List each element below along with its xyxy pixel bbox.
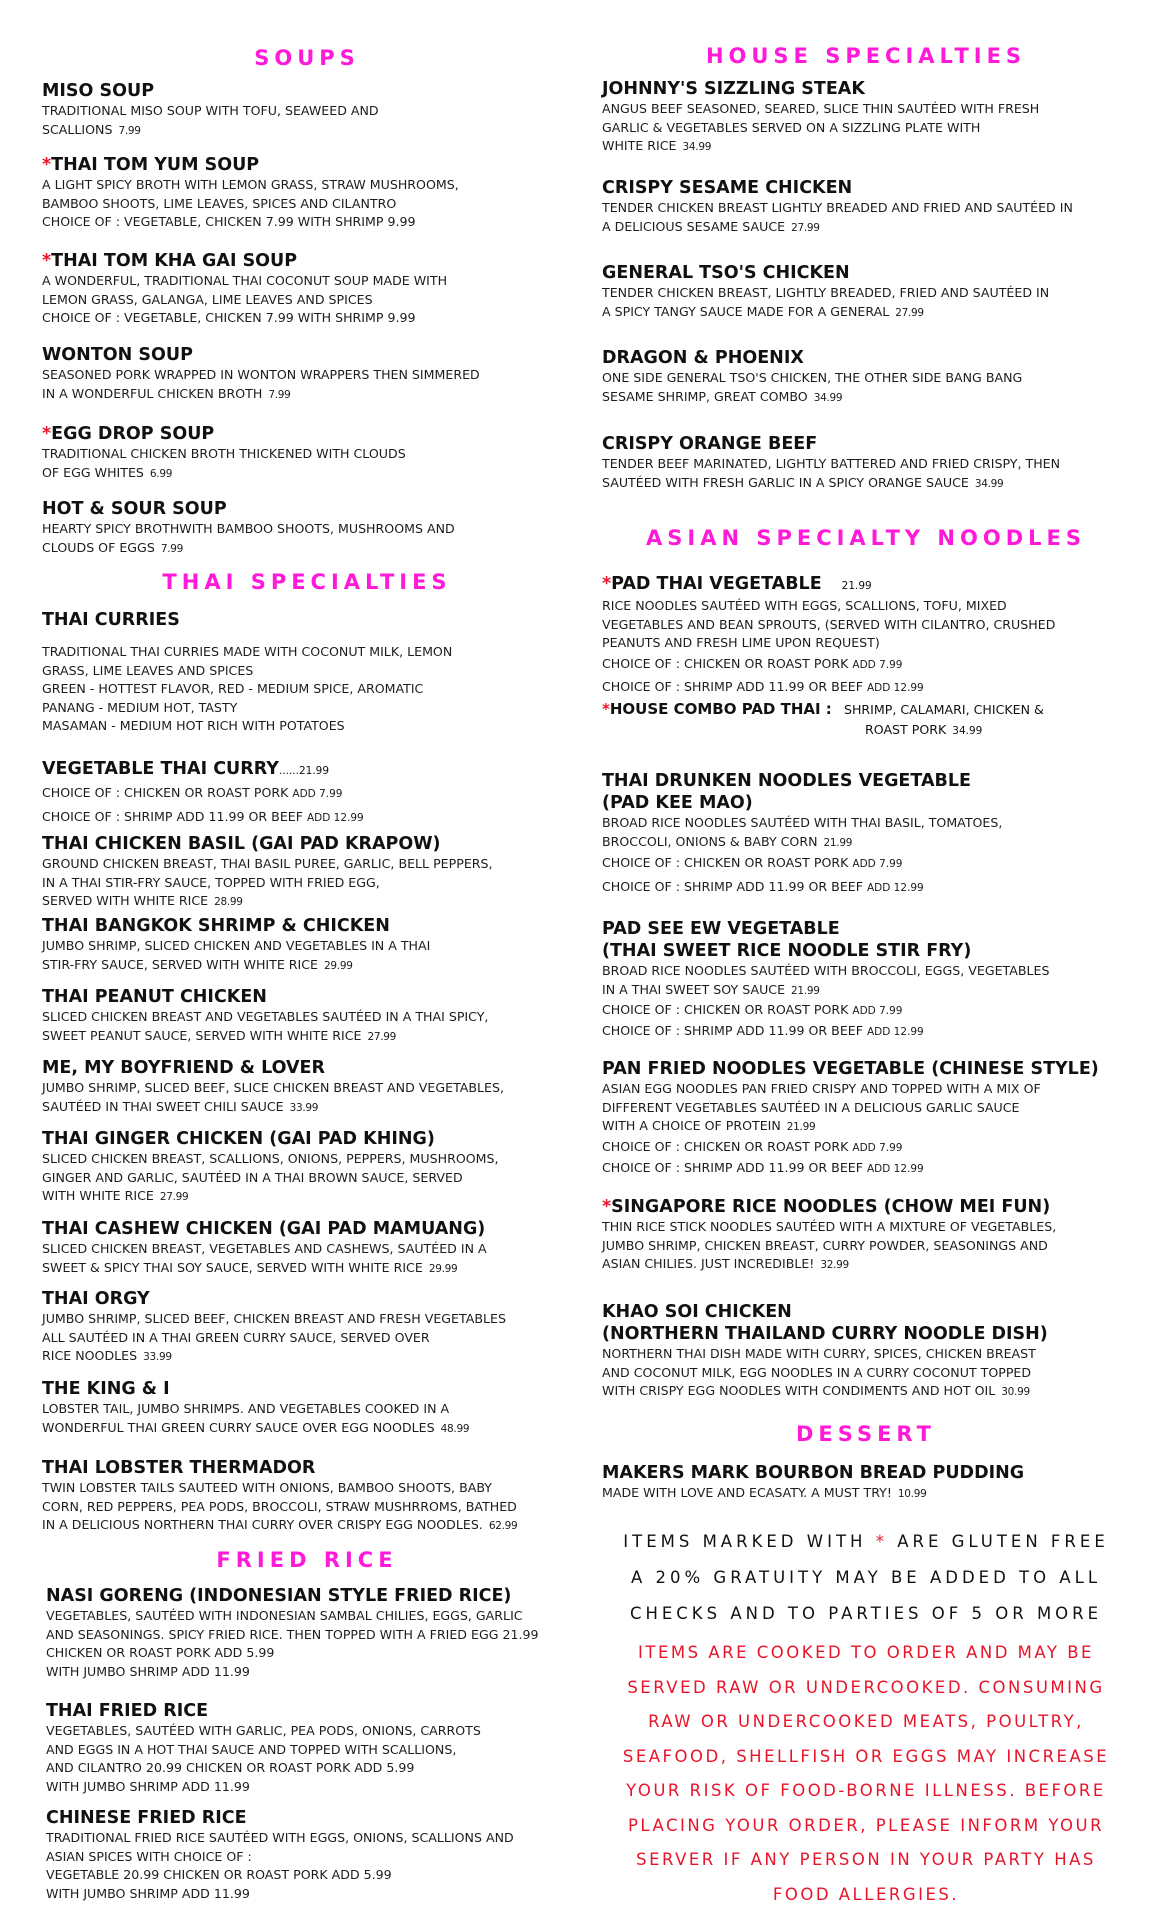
item-name: THE KING & I bbox=[42, 1379, 170, 1399]
menu-item bbox=[42, 986, 572, 1046]
item-name: *THAI TOM YUM SOUP bbox=[42, 155, 260, 175]
item-name: THAI BANGKOK SHRIMP & CHICKEN bbox=[42, 916, 390, 936]
item-name: PAN FRIED NOODLES VEGETABLE (CHINESE STYLE) bbox=[602, 1059, 1099, 1079]
item-name: MAKERS MARK BOURBON BREAD PUDDING bbox=[602, 1463, 1025, 1483]
item-desc: THIN RICE STICK NOODLES SAUTÉED WITH A MIXTURE OF VEGETABLES, JUMBO SHRIMP, CHICKEN BREAST, CURRY POWDER, SEASONINGS AND ASIAN CHILIES. JUST INCREDIBLE! 32.99 bbox=[602, 1219, 1057, 1271]
item-desc: SLICED CHICKEN BREAST, SCALLIONS, ONIONS, PEPPERS, MUSHROOMS, GINGER AND GARLIC, SAUTÉED IN A THAI BROWN SAUCE, SERVED WITH WHITE RICE 27.99 bbox=[42, 1151, 499, 1203]
menu-item bbox=[42, 423, 572, 483]
thai-heading: THAI SPECIALTIES bbox=[162, 570, 452, 594]
menu-item bbox=[42, 1457, 572, 1536]
menu-item bbox=[42, 344, 572, 404]
item-name-2: (THAI SWEET RICE NOODLE STIR FRY) bbox=[602, 941, 972, 961]
item-name: *SINGAPORE RICE NOODLES (CHOW MEI FUN) bbox=[602, 1197, 1051, 1217]
menu-item bbox=[42, 833, 572, 912]
item-name: *PAD THAI VEGETABLE 21.99 bbox=[602, 574, 872, 594]
item-desc: LOBSTER TAIL, JUMBO SHRIMPS. AND VEGETABLES COOKED IN A WONDERFUL THAI GREEN CURRY SAUCE OVER EGG NOODLES 48.99 bbox=[42, 1401, 470, 1435]
item-name: HOT & SOUR SOUP bbox=[42, 499, 227, 519]
menu-item bbox=[42, 250, 572, 329]
item-desc: SEASONED PORK WRAPPED IN WONTON WRAPPERS THEN SIMMERED IN A WONDERFUL CHICKEN BROTH 7.99 bbox=[42, 367, 480, 401]
item-name: THAI DRUNKEN NOODLES VEGETABLE bbox=[602, 771, 971, 791]
item-name: CHINESE FRIED RICE bbox=[46, 1808, 247, 1828]
item-name: KHAO SOI CHICKEN bbox=[602, 1302, 792, 1322]
item-desc: TENDER CHICKEN BREAST LIGHTLY BREADED AND FRIED AND SAUTÉED IN A DELICIOUS SESAME SAUCE 27.99 bbox=[602, 200, 1073, 234]
item-desc: TRADITIONAL FRIED RICE SAUTÉED WITH EGGS, ONIONS, SCALLIONS AND ASIAN SPICES WITH CHOICE OF : VEGETABLE 20.99 CHICKEN OR ROAST PORK ADD 5.99 WITH JUMBO SHRIMP ADD 11.99 bbox=[46, 1830, 514, 1901]
item-desc: NORTHERN THAI DISH MADE WITH CURRY, SPICES, CHICKEN BREAST AND COCONUT MILK, EGG NOODLES IN A CURRY COCONUT TOPPED WITH CRISPY EGG NOODLES WITH CONDIMENTS AND HOT OIL 30.99 bbox=[602, 1346, 1036, 1398]
option-line: CHOICE OF : SHRIMP ADD 11.99 OR BEEF ADD 12.99 bbox=[602, 1023, 924, 1038]
menu-item bbox=[42, 915, 572, 975]
menu-item bbox=[602, 262, 1130, 322]
menu-item bbox=[42, 1288, 572, 1367]
option-line: CHOICE OF : CHICKEN OR ROAST PORK ADD 7.99 bbox=[42, 785, 343, 800]
khao-soi-chicken bbox=[602, 1301, 1130, 1402]
item-name: THAI PEANUT CHICKEN bbox=[42, 987, 267, 1007]
pan-fried-noodles bbox=[602, 1058, 1130, 1179]
item-desc: MADE WITH LOVE AND ECASATY. A MUST TRY! 10.99 bbox=[602, 1485, 927, 1500]
noodles-heading: ASIAN SPECIALTY NOODLES bbox=[646, 526, 1086, 550]
item-name-2: (NORTHERN THAILAND CURRY NOODLE DISH) bbox=[602, 1324, 1048, 1344]
singapore-noodles bbox=[602, 1196, 1130, 1275]
item-name: ME, MY BOYFRIEND & LOVER bbox=[42, 1058, 325, 1078]
vegetable-thai-curry bbox=[42, 758, 572, 829]
item-desc: TRADITIONAL CHICKEN BROTH THICKENED WITH CLOUDS OF EGG WHITES 6.99 bbox=[42, 446, 406, 480]
menu-item bbox=[42, 154, 572, 233]
item-desc: BROAD RICE NOODLES SAUTÉED WITH BROCCOLI, EGGS, VEGETABLES IN A THAI SWEET SOY SAUCE 21.99 bbox=[602, 963, 1050, 997]
item-name: *EGG DROP SOUP bbox=[42, 424, 215, 444]
option-line: CHOICE OF : CHICKEN OR ROAST PORK ADD 7.99 bbox=[602, 855, 903, 870]
item-desc: VEGETABLES, SAUTÉED WITH INDONESIAN SAMBAL CHILIES, EGGS, GARLIC AND SEASONINGS. SPICY FRIED RICE. THEN TOPPED WITH A FRIED EGG 21.99 CHICKEN OR ROAST PORK ADD 5.99 WITH JUMBO SHRIMP ADD 11.99 bbox=[46, 1608, 539, 1679]
item-desc: JUMBO SHRIMP, SLICED BEEF, SLICE CHICKEN BREAST AND VEGETABLES, SAUTÉED IN THAI SWEET CHILI SAUCE 33.99 bbox=[42, 1080, 505, 1114]
item-desc: SLICED CHICKEN BREAST AND VEGETABLES SAUTÉED IN A THAI SPICY, SWEET PEANUT SAUCE, SERVED WITH WHITE RICE 27.99 bbox=[42, 1009, 489, 1043]
item-name: THAI ORGY bbox=[42, 1289, 150, 1309]
dessert-heading: DESSERT bbox=[796, 1422, 936, 1446]
fried-rice-heading: FRIED RICE bbox=[216, 1548, 398, 1572]
item-name: THAI GINGER CHICKEN (GAI PAD KHING) bbox=[42, 1129, 435, 1149]
item-desc: TWIN LOBSTER TAILS SAUTEED WITH ONIONS, BAMBOO SHOOTS, BABY CORN, RED PEPPERS, PEA PODS, BROCCOLI, STRAW MUSHRROMS, BATHED IN A DELICIOUS NORTHERN THAI CURRY OVER CRISPY EGG NOODLES. 62.99 bbox=[42, 1480, 518, 1532]
item-name: DRAGON & PHOENIX bbox=[602, 348, 804, 368]
option-line: CHOICE OF : SHRIMP ADD 11.99 OR BEEF ADD 12.99 bbox=[42, 808, 364, 824]
menu-item bbox=[602, 433, 1130, 493]
item-desc: GROUND CHICKEN BREAST, THAI BASIL PUREE, GARLIC, BELL PEPPERS, IN A THAI STIR-FRY SAUCE, TOPPED WITH FRIED EGG, SERVED WITH WHITE RICE 28.99 bbox=[42, 856, 493, 908]
item-desc: JUMBO SHRIMP, SLICED BEEF, CHICKEN BREAST AND FRESH VEGETABLES ALL SAUTÉED IN A THAI GREEN CURRY SAUCE, SERVED OVER RICE NOODLES 33.99 bbox=[42, 1311, 506, 1363]
item-desc: BROAD RICE NOODLES SAUTÉED WITH THAI BASIL, TOMATOES, BROCCOLI, ONIONS & BABY CORN 21.99 bbox=[602, 815, 1003, 849]
item-name: MISO SOUP bbox=[42, 81, 155, 101]
item-name: *THAI TOM KHA GAI SOUP bbox=[42, 251, 298, 271]
menu-item bbox=[602, 1462, 1130, 1504]
allergy-warning: ITEMS ARE COOKED TO ORDER AND MAY BE SERVED RAW OR UNDERCOOKED. CONSUMING RAW OR UNDERCOOKED MEATS, POULTRY, SEAFOOD, SHELLFISH OR EGGS MAY INCREASE YOUR RISK OF FOOD-BORNE ILLNESS. BEFORE PLACING YOUR ORDER, PLEASE INFORM YOUR SERVER IF ANY PERSON IN YOUR PARTY HAS FOOD ALLERGIES. bbox=[622, 1643, 1110, 1904]
menu-item bbox=[42, 1128, 572, 1207]
menu-item bbox=[42, 1057, 572, 1117]
item-desc: ONE SIDE GENERAL TSO'S CHICKEN, THE OTHER SIDE BANG BANG SESAME SHRIMP, GREAT COMBO 34.99 bbox=[602, 370, 1023, 404]
option-line: CHOICE OF : SHRIMP ADD 11.99 OR BEEF ADD 12.99 bbox=[602, 1159, 924, 1175]
item-desc: TRADITIONAL MISO SOUP WITH TOFU, SEAWEED AND SCALLIONS 7.99 bbox=[42, 103, 379, 137]
item-desc: ASIAN EGG NOODLES PAN FRIED CRISPY AND TOPPED WITH A MIX OF DIFFERENT VEGETABLES SAUTÉED IN A DELICIOUS GARLIC SAUCE WITH A CHOICE OF PROTEIN 21.99 bbox=[602, 1081, 1041, 1133]
menu-notes: ITEMS MARKED WITH * ARE GLUTEN FREE A 20% GRATUITY MAY BE ADDED TO ALL CHECKS AND TO PARTIES OF 5 OR MORE bbox=[623, 1532, 1109, 1623]
drunken-noodles bbox=[602, 770, 1130, 899]
item-name: THAI LOBSTER THERMADOR bbox=[42, 1458, 316, 1478]
menu-item bbox=[46, 1807, 572, 1903]
item-desc: TENDER CHICKEN BREAST, LIGHTLY BREADED, FRIED AND SAUTÉED IN A SPICY TANGY SAUCE MADE FOR A GENERAL 27.99 bbox=[602, 285, 1050, 319]
item-name: THAI CURRIES bbox=[42, 610, 180, 630]
house-combo-pad-thai: *HOUSE COMBO PAD THAI : SHRIMP, CALAMARI, CHICKEN & ROAST PORK 34.99 bbox=[602, 699, 1044, 737]
item-name: THAI CASHEW CHICKEN (GAI PAD MAMUANG) bbox=[42, 1219, 486, 1239]
menu-item bbox=[602, 177, 1130, 237]
item-desc: SLICED CHICKEN BREAST, VEGETABLES AND CASHEWS, SAUTÉED IN A SWEET & SPICY THAI SOY SAUCE, SERVED WITH WHITE RICE 29.99 bbox=[42, 1241, 487, 1275]
item-desc: VEGETABLES, SAUTÉED WITH GARLIC, PEA PODS, ONIONS, CARROTS AND EGGS IN A HOT THAI SAUCE AND TOPPED WITH SCALLIONS, AND CILANTRO 20.99 CHICKEN OR ROAST PORK ADD 5.99 WITH JUMBO SHRIMP ADD 11.99 bbox=[46, 1723, 481, 1794]
pad-thai bbox=[602, 573, 1130, 741]
menu-item bbox=[42, 1378, 572, 1438]
menu-item bbox=[42, 80, 572, 140]
item-name: GENERAL TSO'S CHICKEN bbox=[602, 263, 850, 283]
item-desc: ANGUS BEEF SEASONED, SEARED, SLICE THIN SAUTÉED WITH FRESH GARLIC & VEGETABLES SERVED ON A SIZZLING PLATE WITH WHITE RICE 34.99 bbox=[602, 101, 1040, 153]
item-name: PAD SEE EW VEGETABLE bbox=[602, 919, 840, 939]
menu-item bbox=[42, 498, 572, 558]
soups-heading: SOUPS bbox=[254, 46, 360, 70]
item-desc: A WONDERFUL, TRADITIONAL THAI COCONUT SOUP MADE WITH LEMON GRASS, GALANGA, LIME LEAVES AND SPICES CHOICE OF : VEGETABLE, CHICKEN 7.99 WITH SHRIMP 9.99 bbox=[42, 273, 448, 325]
item-desc: TRADITIONAL THAI CURRIES MADE WITH COCONUT MILK, LEMON GRASS, LIME LEAVES AND SPICES GREEN - HOTTEST FLAVOR, RED - MEDIUM SPICE, AROMATIC PANANG - MEDIUM HOT, TASTY MASAMAN - MEDIUM HOT RICH WITH POTATOES bbox=[42, 644, 453, 733]
item-desc: TENDER BEEF MARINATED, LIGHTLY BATTERED AND FRIED CRISPY, THEN SAUTÉED WITH FRESH GARLIC IN A SPICY ORANGE SAUCE 34.99 bbox=[602, 456, 1061, 490]
menu-item bbox=[602, 78, 1130, 157]
item-name: VEGETABLE THAI CURRY......21.99 bbox=[42, 759, 330, 779]
option-line: CHOICE OF : SHRIMP ADD 11.99 OR BEEF ADD 12.99 bbox=[602, 679, 924, 694]
option-line: CHOICE OF : CHICKEN OR ROAST PORK ADD 7.99 bbox=[602, 1138, 903, 1154]
item-name: THAI CHICKEN BASIL (GAI PAD KRAPOW) bbox=[42, 834, 441, 854]
menu-item bbox=[46, 1700, 572, 1796]
item-name: CRISPY ORANGE BEEF bbox=[602, 434, 818, 454]
item-desc: RICE NOODLES SAUTÉED WITH EGGS, SCALLIONS, TOFU, MIXED VEGETABLES AND BEAN SPROUTS, (SERVED WITH CILANTRO, CRUSHED PEANUTS AND FRESH LIME UPON REQUEST) bbox=[602, 598, 1056, 650]
item-name: NASI GORENG (INDONESIAN STYLE FRIED RICE) bbox=[46, 1586, 512, 1606]
menu-item bbox=[602, 347, 1130, 407]
house-heading: HOUSE SPECIALTIES bbox=[705, 44, 1027, 68]
option-line: CHOICE OF : SHRIMP ADD 11.99 OR BEEF ADD 12.99 bbox=[602, 878, 924, 894]
item-desc: A LIGHT SPICY BROTH WITH LEMON GRASS, STRAW MUSHROOMS, BAMBOO SHOOTS, LIME LEAVES, SPICES AND CILANTRO CHOICE OF : VEGETABLE, CHICKEN 7.99 WITH SHRIMP 9.99 bbox=[42, 177, 459, 229]
item-name: WONTON SOUP bbox=[42, 345, 193, 365]
item-name: JOHNNY'S SIZZLING STEAK bbox=[602, 79, 865, 99]
item-name: THAI FRIED RICE bbox=[46, 1701, 209, 1721]
item-desc: JUMBO SHRIMP, SLICED CHICKEN AND VEGETABLES IN A THAI STIR-FRY SAUCE, SERVED WITH WHITE RICE 29.99 bbox=[42, 938, 431, 972]
pad-see-ew bbox=[602, 918, 1130, 1042]
item-name: CRISPY SESAME CHICKEN bbox=[602, 178, 853, 198]
item-desc: HEARTY SPICY BROTHWITH BAMBOO SHOOTS, MUSHROOMS AND CLOUDS OF EGGS 7.99 bbox=[42, 521, 455, 555]
thai-curries bbox=[42, 609, 572, 736]
option-line: CHOICE OF : CHICKEN OR ROAST PORK ADD 7.99 bbox=[602, 655, 903, 671]
option-line: CHOICE OF : CHICKEN OR ROAST PORK ADD 7.99 bbox=[602, 1002, 903, 1017]
item-name-2: (PAD KEE MAO) bbox=[602, 793, 753, 813]
menu-item bbox=[46, 1585, 572, 1681]
menu-item bbox=[42, 1218, 572, 1278]
